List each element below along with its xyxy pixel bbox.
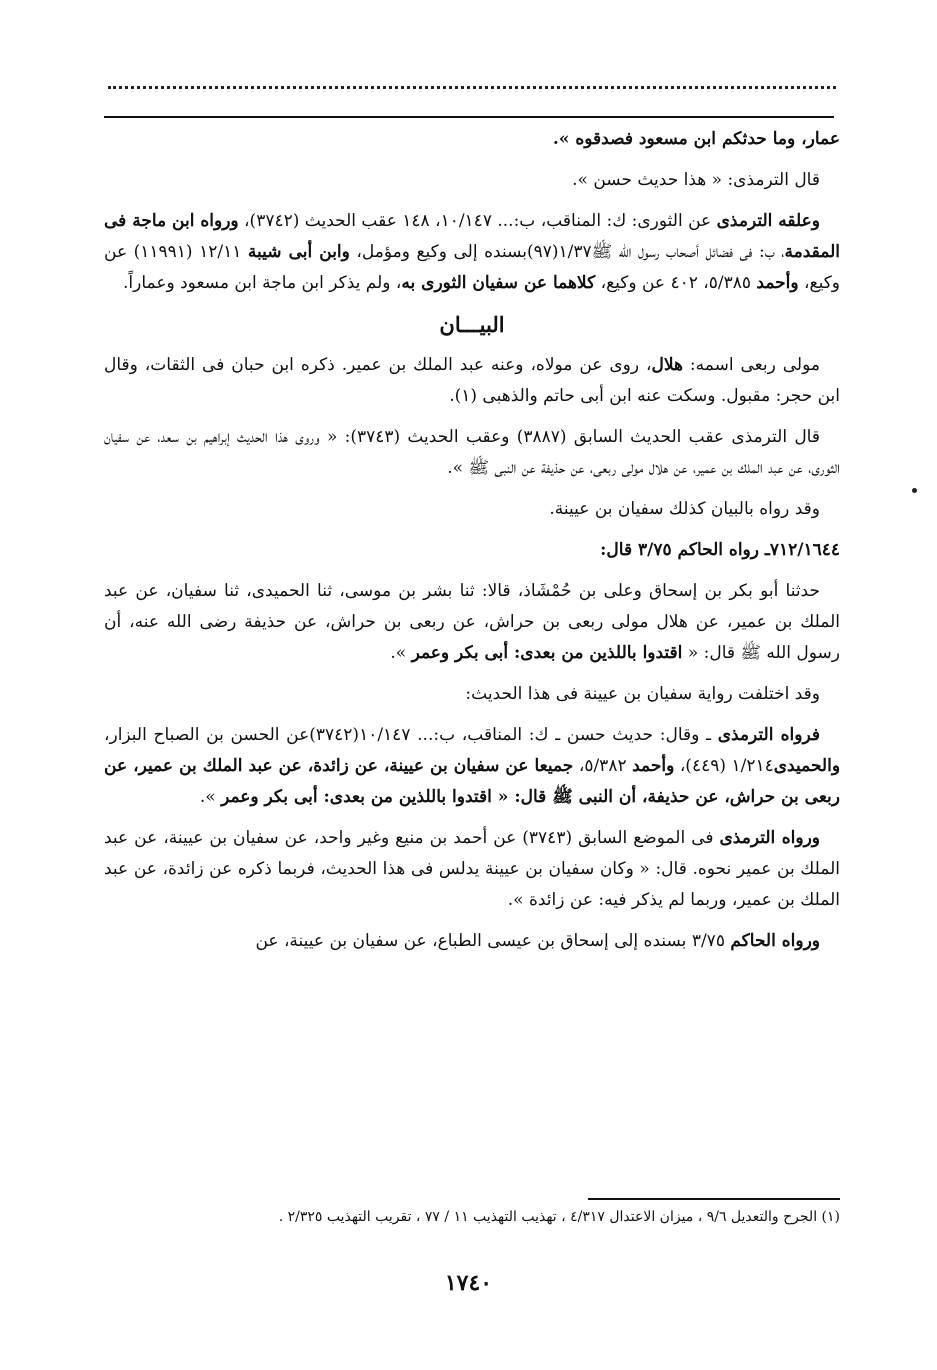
p9-bold-1: اقتدوا باللذين من بعدى: أبى بكر وعمر — [411, 643, 683, 663]
p3-bold-1: وعلقه الترمذى — [716, 211, 820, 231]
paragraph-11 — [104, 720, 840, 813]
p3-text-2: ، ب: فى فضائل أصحاب رسول الله ﷺ١/٣٧(٩٧)بسنده إلى وكيع ومؤمل، — [349, 242, 785, 262]
paragraph-12 — [104, 823, 840, 916]
p3-text-4: ٥/٣٨٥، ٤٠٢ عن وكيع، — [595, 273, 757, 293]
p12-text-1: فى الموضع السابق (٣٧٤٣) عن أحمد بن منيع وغير واحد، عن سفيان بن عيينة، عن عبد الملك بن عمير نحوه. قال: « وكان سفيان بن عيينة يدلس فى هذا الحديث، فربما ذكره عن زائدة، عن عبد الملك بن عمير، وربما لم يذكر فيه: عن زائدة ». — [104, 828, 840, 910]
p3-text-5: ، ولم يذكر ابن ماجة ابن مسعود وعماراً. — [123, 273, 402, 293]
hadith-number-heading: ٧١٢/١٦٤٤ـ رواه الحاكم ٣/٧٥ قال: — [600, 540, 840, 560]
p11-bold-3: وأحمد — [632, 756, 675, 776]
p5-text-3: . — [449, 386, 455, 406]
footnote-marker: (١) — [454, 386, 478, 406]
section-heading: البيـــان — [439, 312, 505, 337]
page-number: ١٧٤٠ — [444, 1270, 493, 1296]
paragraph-7: وقد رواه بالبيان كذلك سفيان بن عيينة. — [549, 499, 820, 519]
p3-bold-2: ورواه ابن ماجة فى المقدمة — [104, 211, 841, 262]
p3-text-3: ١٢/١١ (١١٩٩١) عن وكيع، — [104, 242, 840, 293]
p9-text-1: حدثنا أبو بكر بن إسحاق وعلى بن حُمْشَاذ، قالا: ثنا بشر بن موسى، ثنا الحميدى، ثنا سفيان، عن عبد الملك بن عمير، عن هلال مولى ربعى بن حراش، عن ربعى بن حراش، عن حذيفة رضى الله عنه، أن رسول الله ﷺ قال: « — [104, 581, 840, 663]
p5-text-2: ، روى عن مولاه، وعنه عبد الملك بن عمير. ذكره ابن حبان فى الثقات، وقال ابن حجر: مقبول. وسكت عنه ابن أبى حاتم والذهبى — [104, 355, 840, 406]
p11-bold-2: والحميدى — [773, 756, 841, 776]
footnote-rule — [588, 1198, 840, 1200]
paragraph-9 — [104, 576, 840, 669]
p3-bold-4: وأحمد — [756, 273, 799, 293]
p9-text-2: ». — [390, 643, 412, 663]
p11-bold-4: جميعا عن سفيان بن عيينة، عن زائدة، عن عبد الملك بن عمير، عن ربعى بن حراش، عن حذيفة، أن النبى ﷺ قال: « اقتدوا باللذين من بعدى: أبى بكر وعمر — [104, 756, 840, 807]
p13-bold-1: ورواه الحاكم — [730, 931, 820, 951]
p3-bold-5: كلاهما عن سفيان الثورى به — [401, 273, 596, 293]
p13-text-1: ٣/٧٥ بسنده إلى إسحاق بن عيسى الطباع، عن سفيان بن عيينة، عن — [255, 931, 731, 951]
paragraph-3 — [104, 206, 840, 299]
paragraph-10: وقد اختلفت رواية سفيان بن عيينة فى هذا الحديث: — [465, 684, 820, 704]
top-dotted-rule — [108, 86, 836, 89]
p11-text-3: ٥/٣٨٢، — [573, 756, 633, 776]
p11-bold-1: فرواه الترمذى — [717, 725, 820, 745]
footnote: (١) الجرح والتعديل ٩/٦ ، ميزان الاعتدال ٤/٣١٧ ، تهذيب التهذيب ١١ / ٧٧ ، تقريب التهذيب ٢/٣٢٥ . — [278, 1209, 840, 1225]
p11-text-4: ». — [199, 787, 222, 807]
margin-dot — [912, 488, 917, 493]
p11-text-2: ١/٢١٤ (٤٤٩)، — [674, 756, 774, 776]
paragraph-13 — [104, 926, 840, 957]
main-text — [104, 124, 840, 967]
top-solid-rule — [104, 116, 834, 118]
p5-text-1: مولى ربعى اسمه: — [683, 355, 820, 375]
paragraph-5 — [104, 350, 840, 412]
p12-bold-1: ورواه الترمذى — [719, 828, 821, 848]
p5-bold-1: هلال — [651, 355, 683, 375]
paragraph-6: قال الترمذى عقب الحديث السابق (٣٨٨٧) وعقب الحديث (٣٧٤٣): « وروى هذا الحديث إبراهيم بن سعد، عن سفيان الثورى، عن عبد الملك بن عمير، عن هلال مولى ربعى، عن حذيفة عن النبى ﷺ ». — [104, 427, 840, 478]
text-line-2: قال الترمذى: « هذا حديث حسن ». — [572, 170, 820, 190]
p11-text-1: ـ وقال: حديث حسن ـ ك: المناقب، ب:... ١٠/١٤٧(٣٧٤٢)عن الحسن بن الصباح البزار، — [104, 725, 718, 745]
p3-bold-3: وابن أبى شيبة — [247, 242, 350, 262]
p3-text-1: عن الثورى: ك: المناقب، ب:... ١٠/١٤٧، ١٤٨ عقب الحديث (٣٧٤٢)، — [238, 211, 717, 231]
text-line-1: عمار، وما حدثكم ابن مسعود فصدقوه ». — [552, 129, 840, 149]
